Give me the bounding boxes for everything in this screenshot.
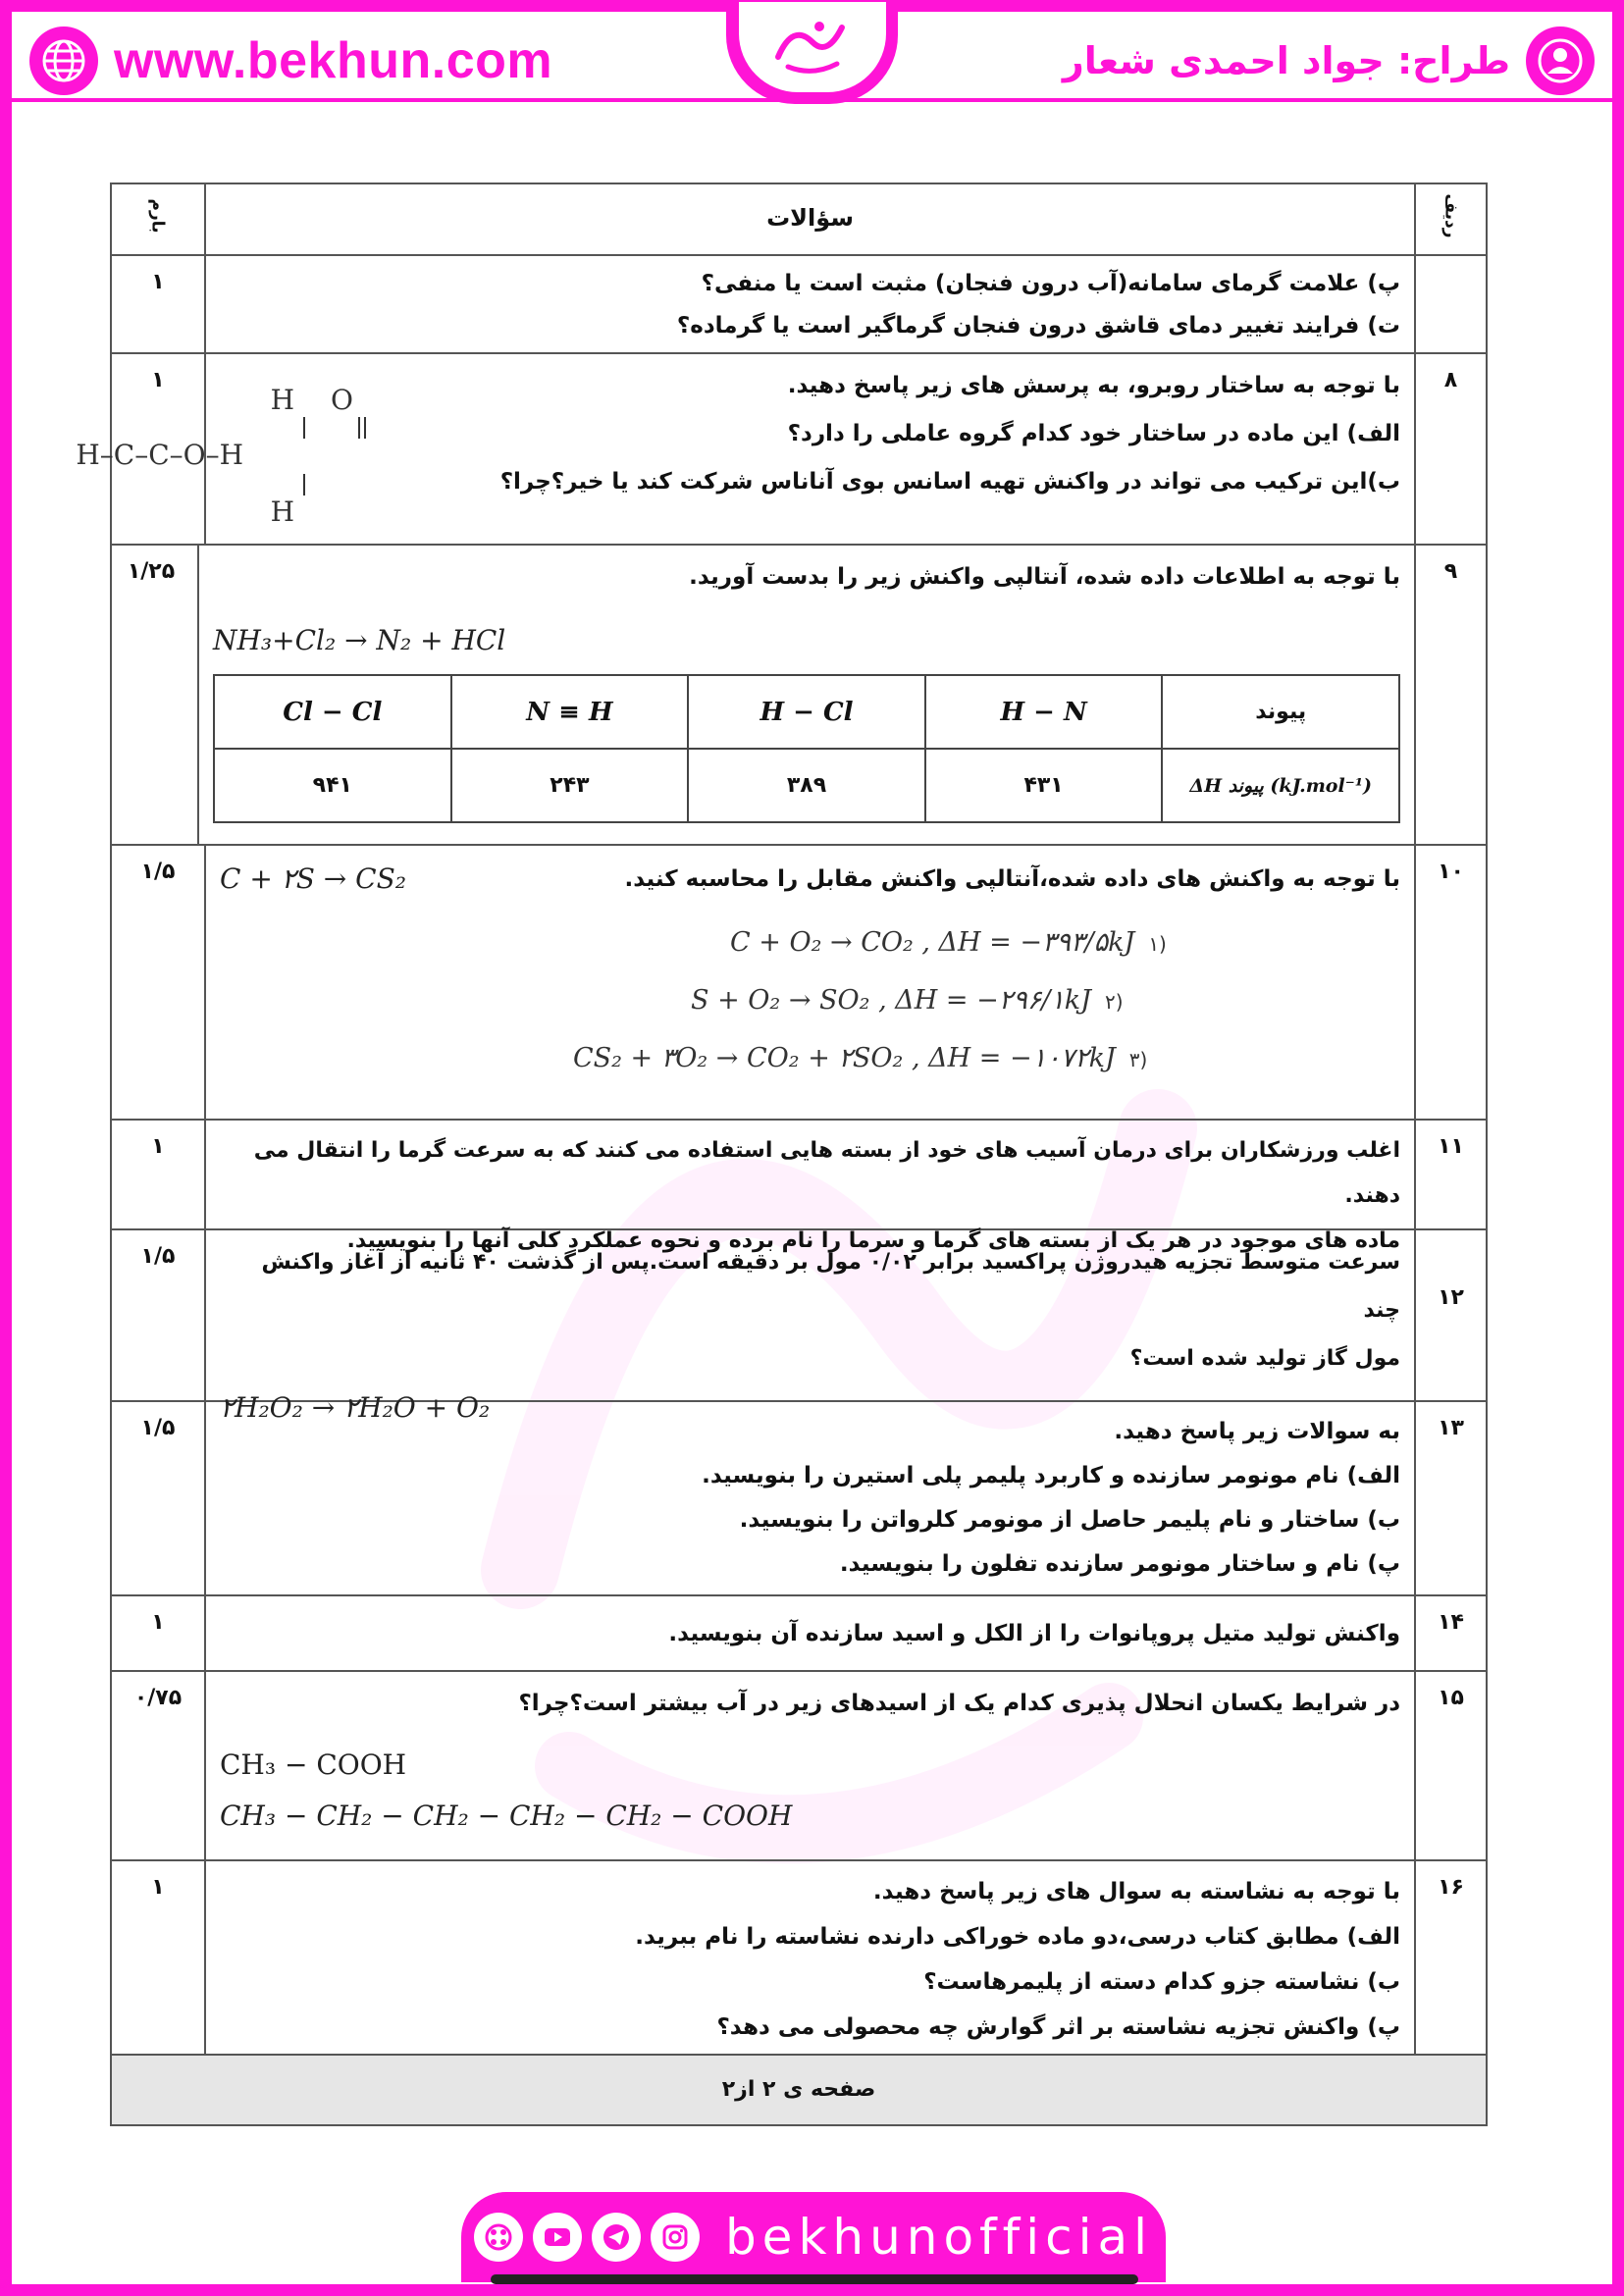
question-score: ۱ xyxy=(151,270,165,294)
question-score: ۱/۵ xyxy=(140,1244,176,1269)
website-link[interactable] xyxy=(29,20,552,102)
question-line: به سوالات زیر پاسخ دهید. xyxy=(1114,1419,1400,1444)
acid-formula: CH₃ − COOH xyxy=(220,1748,407,1781)
question-row-11 xyxy=(112,1121,1486,1253)
question-number: ۱۰ xyxy=(1414,846,1486,1119)
question-line: الف) نام مونومر سازنده و کاربرد پلیمر پلی استیرن را بنویسید. xyxy=(702,1463,1400,1488)
question-line: اغلب ورزشکاران برای درمان آسیب های خود از بسته هایی استفاده می کنند که به سرعت گرما را انتقال می دهند. xyxy=(253,1138,1400,1208)
question-line: با توجه به واکنش های داده شده،آنتالپی واکنش مقابل را محاسبه کنید. xyxy=(624,865,1400,892)
bond-label-cell: پیوند xyxy=(1162,675,1399,749)
question-body xyxy=(204,1121,1414,1253)
question-line: الف) مطابق کتاب درسی،دو ماده خوراکی دارنده نشاسته را نام ببرید. xyxy=(635,1924,1400,1950)
equation-text: C + O₂ → CO₂ , ΔH = −۳۹۳/۵kJ xyxy=(730,927,1135,958)
table-header-row xyxy=(112,184,1486,256)
question-line: ب) ساختار و نام پلیمر حاصل از مونومر کلرواتن را بنویسید. xyxy=(739,1507,1400,1533)
question-line: ت) فرایند تغییر دمای قاشق درون فنجان گرماگیر است یا گرماده؟ xyxy=(676,313,1400,339)
question-body xyxy=(204,256,1414,352)
equation-text: S + O₂ → SO₂ , ΔH = −۲۹۶/۱kJ xyxy=(691,985,1091,1016)
question-score: ۱/۵ xyxy=(140,1416,176,1440)
question-body xyxy=(204,1672,1414,1859)
enthalpy-label-cell: ΔH پیوند (kJ.mol⁻¹) xyxy=(1162,749,1399,822)
question-body xyxy=(204,1230,1414,1424)
social-bar xyxy=(461,2192,1166,2282)
social-bar-shadow xyxy=(491,2274,1138,2284)
given-equation xyxy=(573,1030,1400,1088)
exam-table xyxy=(76,183,1488,2126)
question-row-14 xyxy=(112,1596,1486,1672)
structure-main-chain: H–C–C–O–H xyxy=(76,439,243,471)
question-line: سرعت متوسط تجزیه هیدروژن پراکسید برابر ۰/۰۲ مول بر دقیقه است.پس از گذشت ۴۰ ثانیه از آغاز واکنش چند xyxy=(261,1250,1400,1323)
question-line: مول گاز تولید شده است؟ xyxy=(1129,1346,1400,1371)
question-body xyxy=(76,354,1414,544)
atom-h-bottom: H xyxy=(270,496,294,528)
question-number: ۸ xyxy=(1414,354,1486,544)
bond-cell: H − Cl xyxy=(688,675,925,749)
question-number: ۱۴ xyxy=(1414,1596,1486,1670)
designer-credit xyxy=(1063,20,1595,102)
given-equation xyxy=(730,914,1400,972)
equation-index: ۲) xyxy=(1104,990,1124,1014)
question-score: ۱/۲۵ xyxy=(127,559,176,584)
target-reaction: C + ۲S → CS₂ xyxy=(220,862,406,895)
social-icons xyxy=(474,2213,700,2262)
question-body xyxy=(197,546,1414,844)
bond-value-row xyxy=(214,749,1399,822)
question-body xyxy=(204,846,1414,1119)
question-number: ۱۵ xyxy=(1414,1672,1486,1859)
question-line: واکنش تولید متیل پروپانوات را از الکل و اسید سازنده آن بنویسید. xyxy=(668,1621,1400,1646)
question-line: با توجه به اطلاعات داده شده، آنتالپی واکنش زیر را بدست آورید. xyxy=(689,564,1400,590)
question-line: پ) واکنش تجزیه نشاسته بر اثر گوارش چه محصولی می دهد؟ xyxy=(716,2014,1400,2040)
header-questions: سؤالات xyxy=(204,184,1414,254)
value-cell: ۹۴۱ xyxy=(214,749,451,822)
globe-icon xyxy=(29,26,98,95)
question-body xyxy=(204,1596,1414,1670)
given-equation xyxy=(691,972,1400,1030)
question-row-9 xyxy=(112,546,1486,846)
page-footer: صفحه ی ۲ از۲ xyxy=(112,2056,1486,2124)
question-number: ۱۳ xyxy=(1414,1402,1486,1594)
question-row-7-cont xyxy=(112,256,1486,354)
aparat-icon[interactable] xyxy=(474,2213,523,2262)
question-body xyxy=(204,1861,1414,2054)
logo xyxy=(739,2,886,92)
reaction-equation: ۲H₂O₂ → ۲H₂O + O₂ xyxy=(220,1391,491,1424)
question-number xyxy=(1414,256,1486,352)
question-score: ۱ xyxy=(151,1610,165,1635)
social-handle: bekhunofficial xyxy=(724,2209,1154,2266)
bond-energy-table xyxy=(213,674,1400,823)
bond-cell: H − N xyxy=(925,675,1163,749)
question-line: پ) نام و ساختار مونومر سازنده تفلون را بنویسید. xyxy=(839,1551,1400,1577)
question-line: ب) نشاسته جزو کدام دسته از پلیمرهاست؟ xyxy=(923,1969,1400,1995)
question-line: الف) این ماده در ساختار خود کدام گروه عاملی را دارد؟ xyxy=(787,421,1400,446)
question-score: ۱ xyxy=(151,1875,165,1900)
value-cell: ۲۴۳ xyxy=(451,749,689,822)
atom-o-top: O xyxy=(331,384,353,416)
bond-cell: N ≡ H xyxy=(451,675,689,749)
question-score: ۱/۵ xyxy=(140,860,176,884)
question-row-13 xyxy=(112,1402,1486,1596)
acetic-acid-structure xyxy=(76,384,491,541)
question-line: با توجه به ساختار روبرو، به پرسش های زیر پاسخ دهید. xyxy=(787,373,1400,398)
question-score: ۰/۷۵ xyxy=(133,1686,183,1710)
question-line: پ) علامت گرمای سامانه(آب درون فنجان) مثبت است یا منفی؟ xyxy=(701,271,1400,296)
question-score: ۱ xyxy=(151,368,165,392)
bond-cell: Cl − Cl xyxy=(214,675,451,749)
question-row-16 xyxy=(112,1861,1486,2056)
equation-index: ۱) xyxy=(1148,932,1167,956)
question-row-12 xyxy=(112,1230,1486,1424)
question-row-10 xyxy=(112,846,1486,1121)
equation-text: CS₂ + ۳O₂ → CO₂ + ۲SO₂ , ΔH = −۱۰۷۲kJ xyxy=(573,1043,1116,1073)
question-number: ۱۲ xyxy=(1414,1230,1486,1400)
atom-h-top: H xyxy=(270,384,294,416)
question-number: ۱۱ xyxy=(1414,1121,1486,1228)
youtube-icon[interactable] xyxy=(533,2213,582,2262)
header-score: بارم xyxy=(147,198,168,234)
question-number: ۱۶ xyxy=(1414,1861,1486,2054)
question-row-8 xyxy=(76,354,1486,546)
designer-text: طراح: جواد احمدی شعار xyxy=(1062,39,1510,82)
website-text: www.bekhun.com xyxy=(114,32,553,89)
person-icon xyxy=(1526,26,1595,95)
question-line: ب)این ترکیب می تواند در واکنش تهیه اسانس بوی آناناس شرکت کند یا خیر؟چرا؟ xyxy=(499,469,1400,495)
telegram-icon[interactable] xyxy=(592,2213,641,2262)
question-line: در شرایط یکسان انحلال پذیری کدام یک از اسیدهای زیر در آب بیشتر است؟چرا؟ xyxy=(518,1691,1400,1716)
instagram-icon[interactable] xyxy=(651,2213,700,2262)
question-row-15 xyxy=(112,1672,1486,1861)
question-line: با توجه به نشاسته به سوال های زیر پاسخ دهید. xyxy=(872,1879,1400,1905)
question-line: ماده های موجود در هر یک از بسته های گرما و سرما را نام برده و نحوه عملکرد کلی آنها را بنویسید. xyxy=(346,1228,1400,1253)
reaction-equation: NH₃+Cl₂ → N₂ + HCl xyxy=(213,624,506,656)
question-body xyxy=(204,1402,1414,1594)
equation-index: ۳) xyxy=(1128,1048,1148,1071)
question-number: ۹ xyxy=(1414,546,1486,844)
value-cell: ۳۸۹ xyxy=(688,749,925,822)
value-cell: ۴۳۱ xyxy=(925,749,1163,822)
bond-name-row xyxy=(214,675,1399,749)
acid-formula: CH₃ − CH₂ − CH₂ − CH₂ − CH₂ − COOH xyxy=(220,1800,793,1832)
question-score: ۱ xyxy=(151,1134,165,1159)
logo-tab xyxy=(726,0,898,104)
header-row-label: ردیف xyxy=(1414,184,1486,254)
